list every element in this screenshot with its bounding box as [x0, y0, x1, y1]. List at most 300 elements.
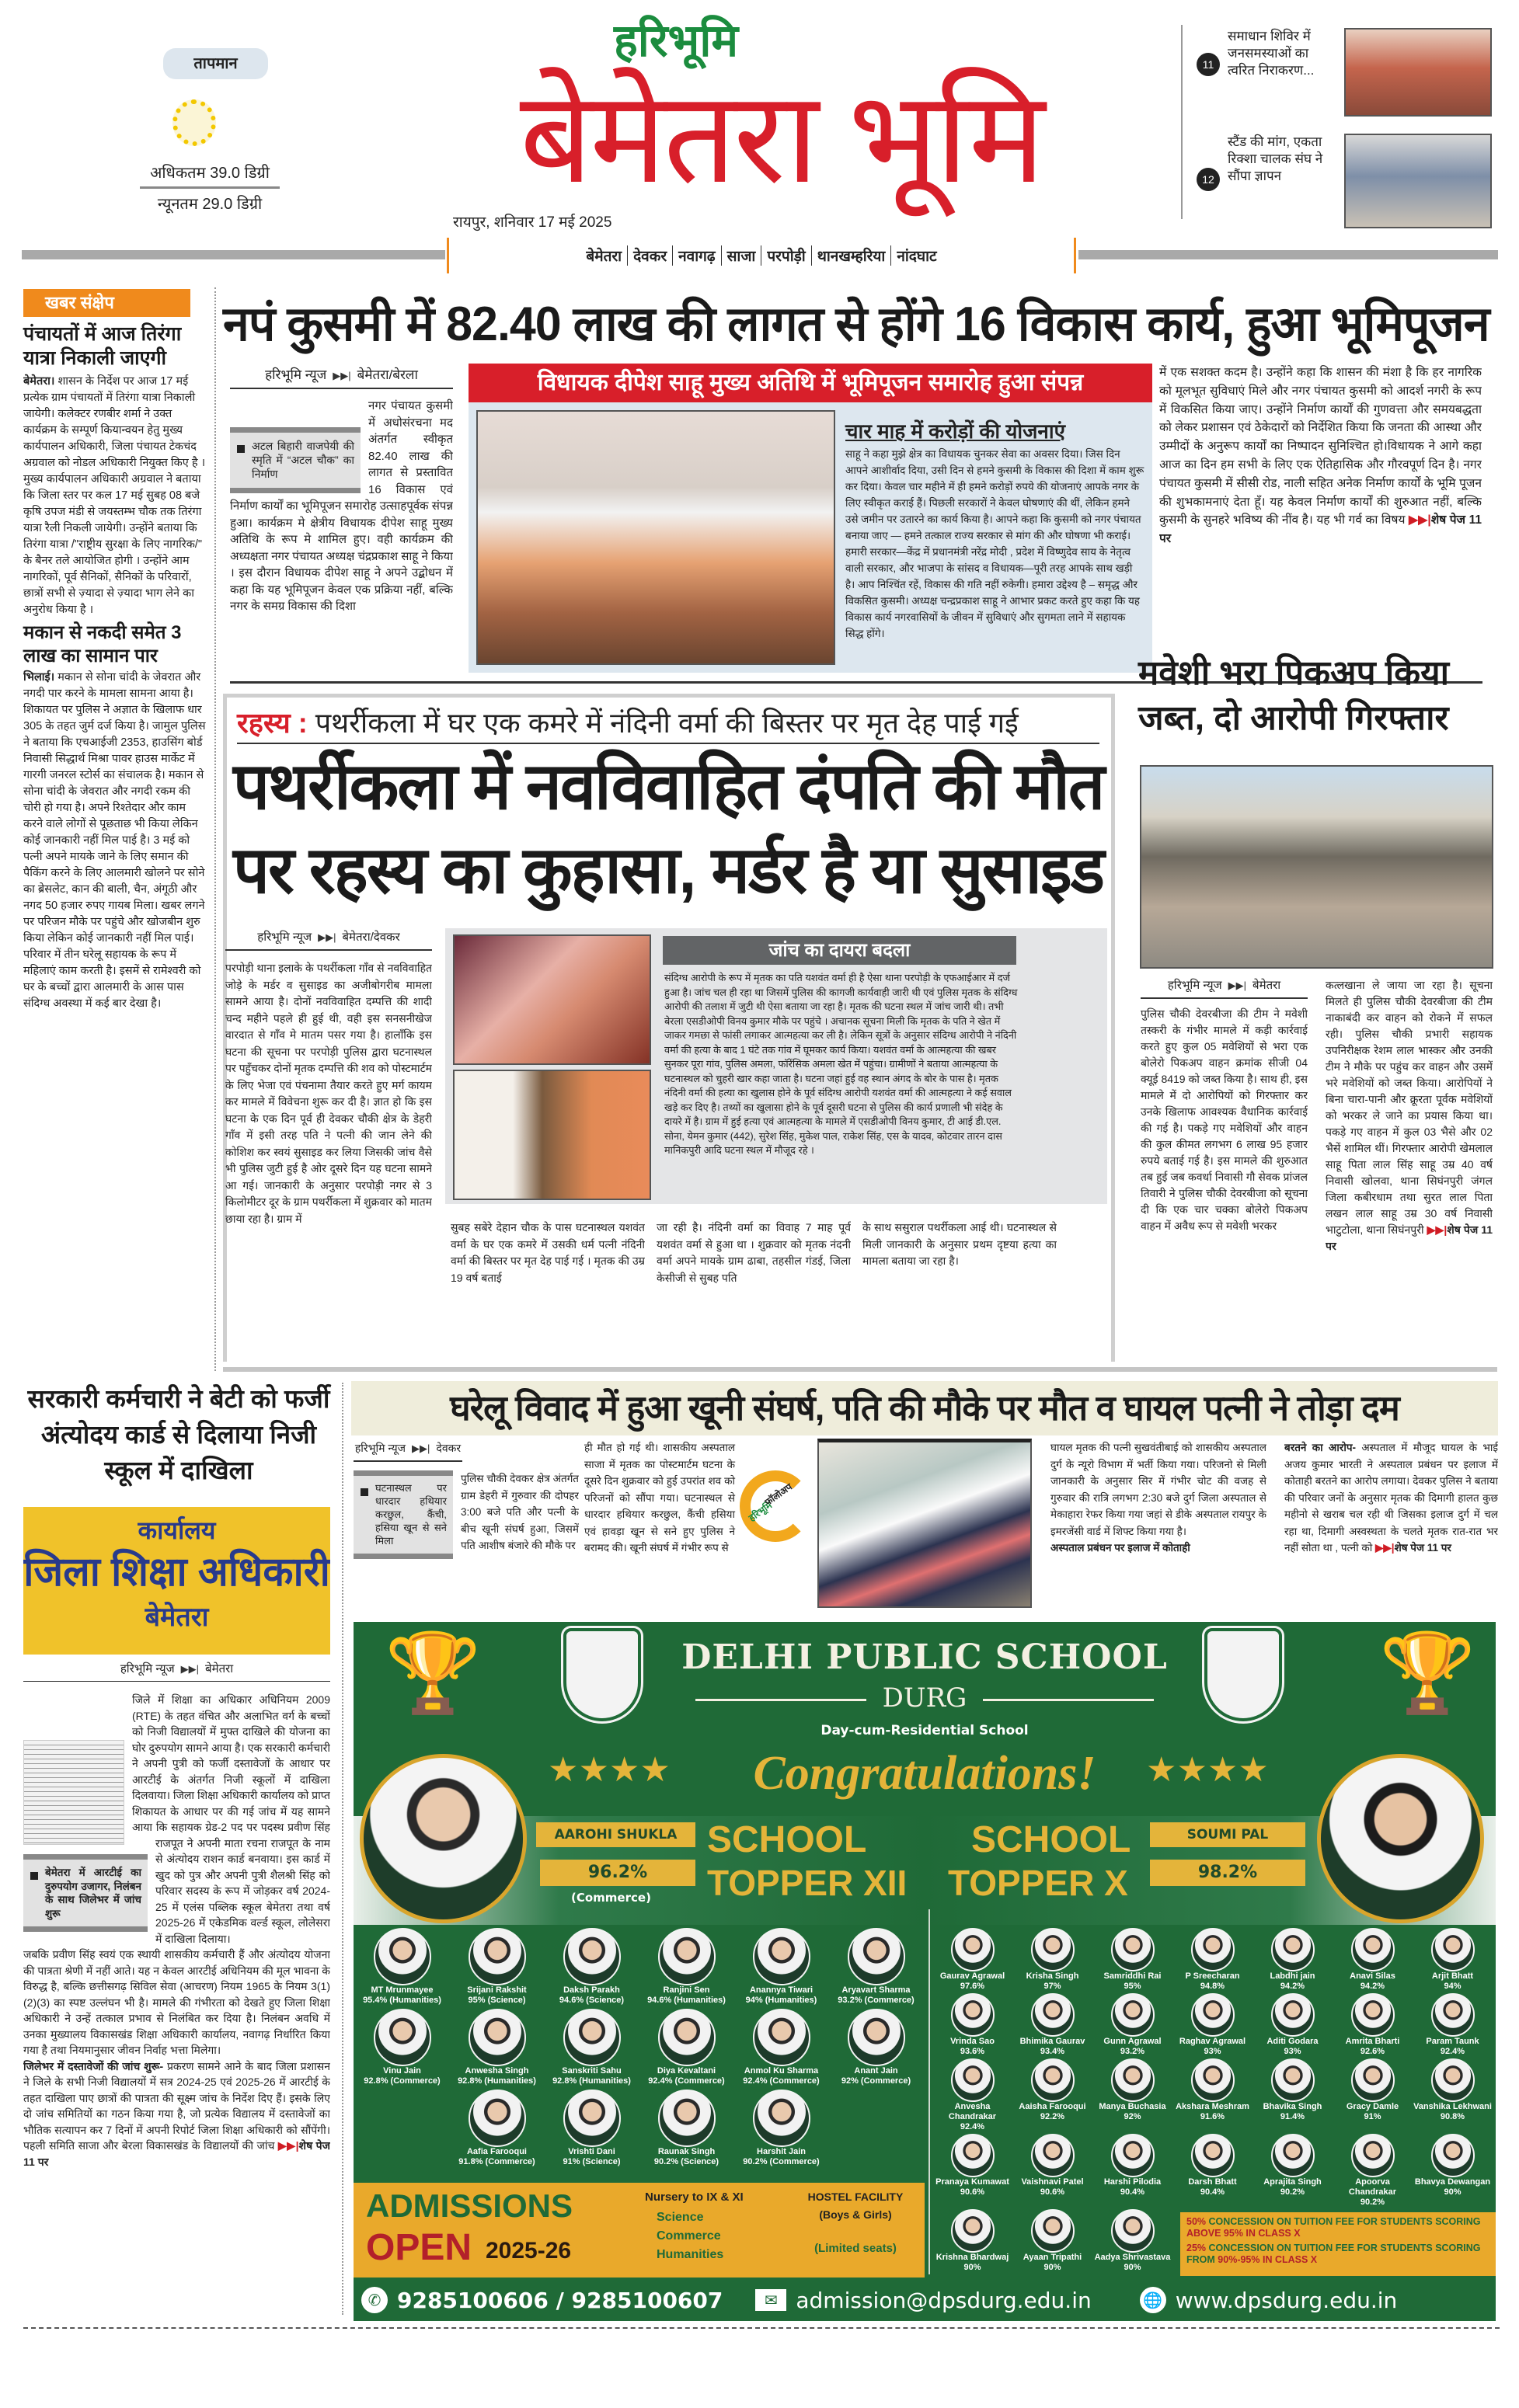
- column-divider: [342, 1383, 343, 2315]
- phone-number[interactable]: 9285100606 / 9285100607: [397, 2287, 723, 2313]
- student-card: [1012, 2209, 1092, 2273]
- student-name: Vinu Jain: [383, 2066, 421, 2076]
- concession-text: CONCESSION ON TUITION FEE FOR STUDENTS SCORING FROM: [1186, 2243, 1481, 2265]
- teaser[interactable]: [1197, 134, 1492, 225]
- student-card: [932, 2209, 1012, 2273]
- student-score: 91% (Science): [563, 2157, 621, 2166]
- student-photo: [1111, 2134, 1155, 2177]
- topper-title: TOPPER XII: [707, 1863, 908, 1903]
- classes-label: Nursery to IX & XI: [645, 2191, 744, 2204]
- student-card: [1413, 1993, 1493, 2057]
- student-card: [1333, 2134, 1413, 2208]
- student-name: Anavi Silas: [1350, 1971, 1395, 1981]
- student-photo: [1271, 1993, 1315, 2037]
- student-score: 90.2% (Science): [653, 2157, 719, 2166]
- student-photo: [1031, 2058, 1075, 2102]
- domestic-col: [1050, 1439, 1266, 1614]
- agency: हरिभूमि न्यूज: [1167, 979, 1222, 992]
- student-name: Darsh Bhatt: [1188, 2177, 1237, 2187]
- topper-photo: [360, 1754, 527, 1923]
- student-name: Bhavya Dewangan: [1414, 2177, 1491, 2187]
- topper-title: SCHOOL: [971, 1819, 1131, 1860]
- lead-byline: [230, 365, 453, 389]
- student-card: [1172, 2058, 1252, 2132]
- investigation-box: [445, 928, 1107, 1204]
- student-score: 94.8%: [1200, 1982, 1225, 1991]
- student-card: [1252, 1928, 1333, 1992]
- email-icon: ✉: [755, 2289, 786, 2311]
- student-photo: [848, 2009, 905, 2066]
- hospital-photo: [817, 1439, 1032, 1608]
- brief-tag: [23, 289, 190, 317]
- student-name: Labdhi jain: [1270, 1971, 1315, 1981]
- lead-body-left: [230, 398, 453, 676]
- teaser[interactable]: [1197, 28, 1492, 120]
- domestic-subhead: अस्पताल प्रबंधन पर इलाज में कोताही: [1050, 1542, 1190, 1554]
- student-score: 91.6%: [1200, 2112, 1225, 2121]
- student-name: Sanskriti Sahu: [562, 2066, 622, 2076]
- student-photo: [563, 1928, 621, 1985]
- student-card: [1172, 1928, 1252, 1992]
- section-nav: [447, 238, 1076, 273]
- student-card: [829, 1928, 924, 2006]
- concession-hi: 90%-95% IN CLASS X: [1218, 2254, 1318, 2265]
- student-photo: [1431, 2134, 1475, 2177]
- nav-item[interactable]: साजा: [722, 245, 762, 266]
- page-number-badge: 12: [1197, 168, 1220, 191]
- office-sign-photo: [23, 1507, 330, 1655]
- arrow-icon: ▶▶|: [180, 1663, 200, 1675]
- student-card: [1092, 2058, 1172, 2132]
- wedding-photo: [453, 1070, 651, 1200]
- jump-arrow-icon: ▶▶|: [1409, 513, 1431, 527]
- student-score: 95%: [1124, 1982, 1141, 1991]
- nav-item[interactable]: परपोड़ी: [761, 245, 811, 266]
- student-name: Anannya Tiwari: [749, 1985, 814, 1995]
- student-score: 92.4% (Commerce): [648, 2076, 725, 2086]
- admissions-open: OPEN: [366, 2227, 472, 2268]
- mystery-byline: [225, 929, 432, 951]
- fake-card-body: [23, 1692, 330, 2313]
- sun-icon: [172, 99, 216, 146]
- mystery-col: के साथ ससुराल पथर्रीकला आई थी। घटनास्थल से मिली जानकारी के अनुसार प्रथम दृष्टया हत्या का मामला बताया जा रहा है।: [862, 1221, 1057, 1267]
- contact-strip: [354, 2282, 1496, 2318]
- student-photo: [1191, 1928, 1235, 1971]
- student-card: [1333, 1993, 1413, 2057]
- student-score: 91.4%: [1280, 2112, 1305, 2121]
- stars-right: ★★★★: [1146, 1750, 1269, 1790]
- trophy-icon: 🏆: [385, 1627, 482, 1718]
- brief-body: [23, 374, 206, 618]
- teaser-photo: [1344, 134, 1492, 228]
- student-card: [932, 2134, 1012, 2208]
- student-score: 92.4% (Commerce): [743, 2076, 820, 2086]
- student-name: Aadya Shrivastava: [1094, 2253, 1171, 2262]
- student-card: [1092, 1993, 1172, 2057]
- student-card: [1012, 2134, 1092, 2208]
- nav-item[interactable]: नवागढ़: [673, 245, 721, 266]
- concession-box: [1180, 2212, 1496, 2276]
- student-card: [1413, 2058, 1493, 2132]
- student-name: MT Mrunmayee: [371, 1985, 434, 1995]
- student-card: [1252, 1993, 1333, 2057]
- topper-name-ribbon: AAROHI SHUKLA: [536, 1822, 695, 1847]
- student-score: 94%: [1444, 1982, 1462, 1991]
- congratulations-text: Congratulations!: [753, 1747, 1096, 1800]
- cattle-body-left: पुलिस चौकी देवरबीजा की टीम ने मवेशी तस्करी के गंभीर मामले में कड़ी कार्रवाई करते हुए कुल 05 मवेशियों से भरा एक बोलेरो पिकअप वाहन क्रमांक सीजी 04 क्यूई 8419 को जब्त किया है। साथ ही, इस मामले में दो आरोपियों को गिरफ्तार कर उनके खिलाफ आवश्यक वैधानिक कार्रवाई की गई है। पकड़े गए मवेशियों और वाहन की कुल कीमत लगभग 6 लाख 95 हजार रुपये बताई गई है। इस मामले की शुरुआत तब हुई जब कवर्धा निवासी गौ सेवक प्रांजल तिवारी ने पुलिस चौकी देवरबीजा को सूचना दी कि एक चार चक्का बोलेरो पिकअप वाहन में अवैध रूप से मवेशी भरकर: [1141, 1007, 1308, 1232]
- student-score: 91%: [1364, 2112, 1381, 2121]
- ad-divider: [928, 1909, 930, 2274]
- fake-card-text: जबकि प्रवीण सिंह स्वयं एक स्थायी शासकीय कर्मचारी हैं और अंत्योदय योजना की पात्रता श्रेणी में नहीं आते। यह न केवल आरटीई अधिनियम की मूल भावना के विरुद्ध है, बल्कि छत्तीसगढ़ सिविल सेवा (आचरण) नियम 1965 के नियम 3(1)(2)(3) का स्पष्ट उल्लंघन भी है। मामले की गंभीरता को देखते हुए जिला शिक्षा अधिकारी ने उन्हें तत्काल प्रभाव से निलंबित कर दिया है। निलंबन अवधि में उनका मुख्यालय विकासखंड शिक्षा अधिकारी कार्यालय, नवागढ़ निर्धारित किया गया है तथा नियमानुसार जीवन निर्वाह भत्ता मिलेगा।: [23, 1948, 330, 2056]
- student-name: Vrishti Dani: [568, 2147, 615, 2156]
- domestic-subhead: बरतने का आरोप-: [1284, 1442, 1356, 1453]
- student-name: Arjit Bhatt: [1431, 1971, 1474, 1981]
- student-score: 92.2%: [1040, 2112, 1065, 2121]
- lead-body-right: [1159, 364, 1482, 674]
- student-name: Raghav Agrawal: [1179, 2037, 1246, 2046]
- box-heading: जांच का दायरा बदला: [663, 936, 1016, 965]
- student-card: [829, 2009, 924, 2086]
- student-score: 97%: [1043, 1982, 1061, 1991]
- student-card: [932, 2058, 1012, 2132]
- student-name: Ranjini Sen: [663, 1985, 710, 1995]
- student-score: 92.4%: [1440, 2047, 1465, 2056]
- mystery-headline: पर रहस्य का कुहासा, मर्डर है या सुसाइड: [233, 833, 1103, 906]
- topper-title: SCHOOL: [707, 1819, 867, 1860]
- student-name: P Sreecharan: [1185, 1971, 1240, 1981]
- dateline: रायपुर, शनिवार 17 मई 2025: [453, 214, 612, 231]
- arrow-icon: ▶▶|: [318, 931, 336, 943]
- domestic-col: पुलिस चौकी देवकर क्षेत्र अंतर्गत ग्राम डेहरी में गुरुवार की दोपहर 3:00 बजे पति और पत्नी के बीच खूनी संघर्ष हुआ, जिसमें पति आशीष बंजारे की मौके पर: [461, 1473, 579, 1551]
- weather-label: तापमान: [163, 48, 268, 79]
- jump-link[interactable]: शेष पेज 11 पर: [1159, 513, 1482, 546]
- cattle-body-right: [1326, 977, 1493, 1369]
- section-rule-thick: [223, 1367, 1497, 1372]
- email-link[interactable]: admission@dpsdurg.edu.in: [796, 2287, 1092, 2313]
- student-photo: [1351, 1993, 1395, 2037]
- student-photo: [753, 2009, 810, 2066]
- domestic-text: अस्पताल में मौजूद घायल के भाई अजय कुमार भारती ने अस्पताल प्रबंधन पर इलाज में कोताही बरतने का आरोप लगाया। देवकर पुलिस ने बताया की परिवार जनों के अनुसार मृतक की दिमागी हालत कुछ महीनो से खराब चल रही थी जिसका इलाज दुर्ग में चल रहा था, दिमागी अस्वस्थता के चलते मृतक रात-रात भर नहीं सोता था , पत्नी को: [1284, 1442, 1498, 1554]
- student-photo: [658, 1928, 716, 1985]
- student-name: Vaishnavi Patel: [1021, 2177, 1084, 2187]
- student-score: 94.2%: [1280, 1982, 1305, 1991]
- weather-min: न्यूनतम 29.0 डिग्री: [157, 196, 263, 213]
- domestic-headline: घरेलू विवाद में हुआ खूनी संघर्ष, पति की मौके पर मौत व घायल पत्नी ने तोड़ा दम: [351, 1381, 1498, 1435]
- student-photo: [1191, 2058, 1235, 2102]
- student-card: [450, 1928, 545, 2006]
- student-card: [1092, 2134, 1172, 2208]
- student-score: 90.4%: [1200, 2187, 1225, 2197]
- brief-tag-label: खबर संक्षेप: [45, 293, 114, 312]
- page-number-badge: 11: [1197, 53, 1220, 76]
- student-photo: [374, 2009, 431, 2066]
- concession-pct: 25%: [1186, 2243, 1207, 2253]
- followup-logo-text: फॉलोअप: [762, 1481, 795, 1508]
- student-photo: [1111, 1928, 1155, 1971]
- student-name: Krishna Bhardwaj: [935, 2253, 1009, 2262]
- student-name: Akshara Meshram: [1176, 2102, 1249, 2111]
- student-card: [1012, 1928, 1092, 1992]
- website-link[interactable]: www.dpsdurg.edu.in: [1175, 2287, 1398, 2313]
- student-photo: [469, 2009, 526, 2066]
- student-score: 93.2% (Commerce): [838, 1996, 915, 2005]
- concession-line: [1186, 2243, 1489, 2266]
- brief-place: बेमेतरा।: [23, 375, 55, 388]
- student-photo: [1431, 1993, 1475, 2037]
- student-photo: [753, 1928, 810, 1985]
- student-photo: [563, 2009, 621, 2066]
- student-card: [1172, 1993, 1252, 2057]
- student-name: Samriddhi Rai: [1103, 1971, 1162, 1981]
- column-divider: [214, 287, 216, 1371]
- concession-text: CONCESSION ON TUITION FEE FOR STUDENTS SCORING: [1208, 2216, 1481, 2227]
- student-name: Param Taunk: [1426, 2037, 1479, 2046]
- student-card: [734, 2009, 829, 2086]
- student-name: Gaurav Agrawal: [939, 1971, 1005, 1981]
- student-name: Amrita Bharti: [1345, 2037, 1400, 2046]
- sidebar-heading: चार माह में करोड़ों की योजनाएं: [845, 419, 1065, 443]
- fake-card-headline: सरकारी कर्मचारी ने बेटी को फर्जी अंत्योदय कार्ड से दिलाया निजी स्कूल में दाखिला: [27, 1384, 330, 1484]
- student-name: Bhimika Gaurav: [1019, 2037, 1085, 2046]
- domestic-pullquote: घटनास्थल पर धारदार हथियार करछुल, कैंची, हसिया खून से सने मिला: [354, 1470, 453, 1559]
- jump-link[interactable]: शेष पेज 11 पर: [23, 2139, 330, 2168]
- domestic-text: घायल मृतक की पत्नी सुखवंतीबाई को शासकीय अस्पताल दुर्ग के न्यूरो विभाग में भर्ती किया गया। परिजनो से मिली जानकारी के अनुसार सिर में गंभीर चोट की वजह से गुरुवार की रात्रि लगभग 2:30 बजे दुर्ग जिला अस्पताल से मेकाहारा रेफर किया गया जहां से डीके अस्पताल रायपुर के इमरजेंसी वार्ड में शिफ्ट किया गया है।: [1050, 1442, 1266, 1537]
- stars-left: ★★★★: [548, 1750, 671, 1790]
- admissions-band: [354, 2183, 925, 2278]
- fake-card-byline: [23, 1661, 330, 1682]
- topper-title: TOPPER X: [948, 1863, 1128, 1903]
- class-xii-students: [354, 1928, 925, 2167]
- student-photo: [563, 2090, 621, 2147]
- student-photo: [1351, 2058, 1395, 2102]
- concession-pct: 50%: [1186, 2216, 1207, 2227]
- student-name: Apoorva Chandrakar: [1348, 2177, 1397, 2197]
- student-photo: [1031, 1928, 1075, 1971]
- student-score: 92%: [1124, 2112, 1141, 2121]
- student-score: 91.8% (Commerce): [458, 2157, 535, 2166]
- student-score: 95% (Science): [468, 1996, 526, 2005]
- student-card: [639, 2009, 734, 2086]
- student-score: 90.6%: [1040, 2187, 1065, 2197]
- student-score: 94.6% (Science): [559, 1996, 625, 2005]
- lead-banner: विधायक दीपेश साहू मुख्य अतिथि में भूमिपूजन समारोह हुआ संपन्न: [469, 364, 1152, 402]
- student-card: [932, 1928, 1012, 1992]
- lead-pullquote: अटल बिहारी वाजपेयी की स्मृति में “अटल चौक” का निर्माण: [230, 427, 361, 493]
- student-score: 94% (Humanities): [745, 1996, 817, 2005]
- student-photo: [374, 1928, 431, 1985]
- student-score: 90.6%: [960, 2187, 985, 2197]
- teaser-bracket: [1181, 25, 1183, 219]
- student-photo: [951, 1928, 995, 1971]
- lead-photo-panel: [469, 402, 1152, 673]
- student-name: Ayaan Tripathi: [1023, 2253, 1082, 2262]
- student-card: [1092, 2209, 1172, 2273]
- student-name: Diya Kevaltani: [657, 2066, 716, 2076]
- student-score: 94.6% (Humanities): [647, 1996, 726, 2005]
- student-photo: [1031, 1993, 1075, 2037]
- student-score: 92.8% (Commerce): [364, 2076, 441, 2086]
- jump-link[interactable]: शेष पेज 11 पर: [1394, 1542, 1451, 1554]
- student-photo: [1351, 1928, 1395, 1971]
- student-score: 92% (Commerce): [841, 2076, 911, 2086]
- domestic-col: [1284, 1439, 1498, 1614]
- student-name: Harshi Pilodia: [1103, 2177, 1162, 2187]
- school-type: Day-cum-Residential School: [820, 1723, 1029, 1738]
- student-card: [355, 2009, 450, 2086]
- stream-item: Science: [657, 2211, 704, 2224]
- agency: हरिभूमि न्यूज: [265, 367, 327, 382]
- student-name: Raunak Singh: [657, 2147, 716, 2156]
- school-city: [664, 1682, 1185, 1714]
- lead-text: नगर पंचायत कुसमी में अधोसंरचना मद अंतर्गत स्वीकृत 82.40 लाख की लागत से प्रस्तावित 16 विकास एवं निर्माण कार्यों का भूमिपूजन समारोह उत्साहपूर्वक संपन्न हुआ। कार्यक्रम मे क्षेत्रीय विधायक दीपेश साहू मुख्य अतिथि के रूप मे शामिल हुए। वही कार्यक्रम की अध्यक्षता नगर पंचायत अध्यक्ष चंद्रप्रकाश साहू ने किया । इस दौरान विधायक दीपेश साहू ने अपने उद्बोधन में कहा कि यह भूमिपूजन केवल एक प्रक्रिया नहीं, बल्कि नगर के समग्र विकास की दिशा: [230, 399, 453, 613]
- trophy-icon: 🏆: [1379, 1627, 1476, 1718]
- hostel-label: HOSTEL FACILITY: [807, 2191, 904, 2203]
- lead-headline: नपं कुसमी में 82.40 लाख की लागत से होंगे 16 विकास कार्य, हुआ भूमिपूजन: [223, 298, 1489, 351]
- masthead-title: बेमेतरा भूमि: [519, 66, 1043, 209]
- student-card: [1413, 1928, 1493, 1992]
- student-card: [355, 1928, 450, 2006]
- student-score: 93.2%: [1120, 2047, 1145, 2056]
- mystery-col: जा रही है। नंदिनी वर्मा का विवाह 7 माह पूर्व यशवंत वर्मा से हुआ था । शुक्रवार को मृतक नंदनी वर्मा अपने मायके ग्राम ढाबा, तहसील गंडई, जिला केसीजी से सुबह पति: [657, 1221, 851, 1284]
- kicker-text: पथर्रीकला में घर एक कमरे में नंदिनी वर्मा की बिस्तर पर मृत देह पाई गई: [315, 707, 1019, 739]
- student-score: 90%: [1444, 2187, 1462, 2197]
- kicker-label: रहस्य :: [237, 707, 308, 739]
- student-name: Vrinda Sao: [950, 2037, 995, 2046]
- domestic-col-wrap: [354, 1470, 579, 1614]
- student-score: 90%: [963, 2263, 981, 2272]
- domestic-col-wrap: [584, 1439, 811, 1614]
- cattle-text: कत्लखाना ले जाया जा रहा है। सूचना मिलते ही पुलिस चौकी देवरबीजा की टीम नाकाबंदी कर वाहन को रोकने में सफल रही। पुलिस चौकी प्रभारी सहायक उपनिरीक्षक रेशम लाल भास्कर और उनकी टीम ने मौके पर पहुंच कर वाहन और उसमें भरे मवेशियों को जब्त किया। आरोपियों ने बिना चारा-पानी और क्रूरता पूर्वक मवेशियों को भरकर ले जाने का प्रयास किया था। पकड़े गए वाहन में कुल 03 भैसे और 02 भैसें शामिल थीं। गिरफ्तार आरोपी खेमलाल साहू पिता लाल सिंह साहू उम्र 40 वर्ष निवासी खोलवा, थाना सिघंनपुरी जंगल जिला कबीरधाम तथा सुरत लाल पिता लखन लाल साहू उम्र 30 वर्ष निवासी भाटुटोला, थाना सिघंनपुरी: [1326, 979, 1493, 1236]
- arrow-icon: ▶▶|: [333, 370, 351, 381]
- student-score: 90.2%: [1280, 2187, 1305, 2197]
- student-photo: [848, 1928, 905, 1985]
- student-name: Gracy Damle: [1346, 2102, 1399, 2111]
- nav-rule-left: [22, 250, 445, 259]
- brief-text: शासन के निर्देश पर आज 17 मई प्रत्येक ग्राम पंचायतों में तिरंगा यात्रा निकाली जायेगी। कलेक्टर रणबीर शर्मा ने उक्त कार्यक्रम के सम्पूर्ण कियान्वयन हेतु मुख्य कार्यपालन अधिकारी, जिला पंचायत टेकचंद अग्रवाल को नोडल अधिकारी नियुक्त किए है । मुख्य कार्यपालन अधिकारी अग्रवाल ने बताया कि जिला स्तर पर कल 17 मई सुबह 08 बजे कृषि उपज मंडी से जयस्तम्भ चौक तक तिरंगा यात्रा रैली निकली जायेगी। उन्होंने बताया कि तिरंगा यात्रा /"राष्ट्रीय सुरक्षा के लिए नागरिक/" के बैनर तले आयोजित होगी । उन्होंने आम नागरिकों, पूर्व सैनिकों, सैनिकों के परिवारों, छात्रों सभी से ज़्यादा से ज़्यादा भाग लेने का अनुरोध किया है ।: [23, 375, 206, 616]
- student-name: Aprajita Singh: [1263, 2177, 1322, 2187]
- student-photo: [951, 2058, 995, 2102]
- jump-arrow-icon: ▶▶|: [1375, 1542, 1395, 1554]
- student-photo: [1111, 2058, 1155, 2102]
- student-card: [1252, 2134, 1333, 2208]
- nav-item[interactable]: देवकर: [628, 245, 673, 266]
- fake-card-subhead: जिलेभर में दस्तावेजों की जांच शुरू-: [23, 2059, 164, 2072]
- student-score: 90.2% (Commerce): [743, 2157, 820, 2166]
- student-name: Aafia Farooqui: [466, 2147, 527, 2156]
- crime-scene-photo: [453, 934, 651, 1065]
- cattle-headline: मवेशी भरा पिकअप किया जब्त, दो आरोपी गिरफ्तार: [1138, 654, 1449, 737]
- student-photo: [658, 2009, 716, 2066]
- stream-item: Humanities: [657, 2248, 724, 2261]
- hostel-sub: (Boys & Girls): [819, 2208, 892, 2221]
- fake-card-para: [23, 2058, 330, 2170]
- nav-item[interactable]: बेमेतरा: [580, 245, 628, 266]
- student-photo: [1271, 1928, 1315, 1971]
- topper-score-ribbon: 96.2%: [540, 1860, 695, 1886]
- nav-item[interactable]: थानखम्हरिया: [812, 245, 892, 266]
- jump-arrow-icon: ▶▶|: [277, 2139, 299, 2152]
- student-card: [1172, 2134, 1252, 2208]
- student-card: [1333, 2058, 1413, 2132]
- dashed-rule: [23, 2327, 1500, 2329]
- student-name: Anwesha Singh: [465, 2066, 529, 2076]
- arrow-icon: ▶▶|: [1228, 980, 1247, 991]
- student-score: 92.4%: [960, 2122, 985, 2131]
- student-score: 90%: [1043, 2263, 1061, 2272]
- student-score: 90.2%: [1360, 2197, 1385, 2207]
- student-name: Pranaya Kumawat: [935, 2177, 1009, 2187]
- teaser-text: स्टैंड की मांग, एकता रिक्शा चालक संघ ने सौंपा ज्ञापन: [1228, 134, 1323, 183]
- brand-logo: हरिभूमि: [614, 16, 739, 66]
- teaser-photo: [1344, 28, 1492, 117]
- student-score: 90.8%: [1440, 2112, 1465, 2121]
- mystery-col: सुबह सबेरे देहान चौक के पास घटनास्थल यशवंत वर्मा के घर एक कमरे में उसकी धर्म पत्नी नंदिनी वर्मा की बिस्तर पर मृत देह पाई गई । मृतक की उम्र 19 वर्ष बताई: [451, 1221, 645, 1284]
- student-photo: [1191, 1993, 1235, 2037]
- student-card: [450, 2090, 545, 2167]
- student-score: 93.4%: [1040, 2047, 1065, 2056]
- student-photo: [951, 2134, 995, 2177]
- place: देवकर: [436, 1442, 462, 1454]
- student-photo: [658, 2090, 716, 2147]
- brief-headline: मकान से नकदी समेत 3 लाख का सामान पार: [23, 622, 182, 666]
- mystery-body-left: परपोड़ी थाना इलाके के पथर्रीकला गाँव से नवविवाहित जोड़े के मर्डर व सुसाइड का अजीबोगरीब मामला सामने आया है। दोनों नवविवाहित दम्पत्ति की शादी चन्द महीने पहले ही हुई थी, वही इस सनसनीखेज वारदात से गाँव मे मातम पसर गया है। हालाँकि इस घटना की सूचना पर परपोड़ी पुलिस द्वारा घटनास्थल पर पहुँचकर दोनों मृतक दम्पत्ति की शव को पोस्टमार्टम के लिए भेजा एवं पंचनामा तैयार करते हुए मर्ग कायम कर मामले में विवेचना शुरू कर दी है। ज्ञात हो कि इस घटना के एक दिन पूर्व ही देवकर चौकी क्षेत्र के डेहरी गाँव में इसी तरह पति ने पत्नी की जान लेने की कोशिश कर स्वयं सुसाइड कर लिया जिसकी जांच वैसे भी पुलिस जुटी हुई है ओर दूसरे दिन यह घटना सामने आ गई। जानकारी के अनुसार परपोड़ी नगर से 3 किलोमीटर दूर के ग्राम पथर्रीकला में शुक्रवार को मातम छाया रहा है। ग्राम में: [225, 962, 432, 1225]
- student-name: Bhavika Singh: [1263, 2102, 1322, 2111]
- student-name: Gunn Agrawal: [1103, 2037, 1162, 2046]
- student-card: [1333, 1928, 1413, 1992]
- student-name: Daksh Parakh: [563, 1985, 620, 1995]
- student-name: Aaisha Farooqui: [1019, 2102, 1086, 2111]
- school-crest-icon: [1204, 1628, 1282, 1721]
- concession-hi: ABOVE 95% IN CLASS X: [1186, 2228, 1301, 2239]
- teaser-text: समाधान शिविर में जनसमस्याओं का त्वरित निराकरण...: [1228, 29, 1315, 78]
- dps-advertisement[interactable]: [354, 1622, 1496, 2321]
- student-card: [1092, 1928, 1172, 1992]
- divider: [140, 186, 280, 189]
- place: बेमेतरा: [1252, 979, 1281, 992]
- jump-link[interactable]: शेष पेज 11 पर: [1326, 1223, 1493, 1252]
- school-name: DELHI PUBLIC SCHOOL: [681, 1637, 1168, 1677]
- student-photo: [951, 2209, 995, 2253]
- agency: हरिभूमि न्यूज: [257, 931, 312, 944]
- admissions-session: 2025-26: [486, 2238, 572, 2264]
- student-name: Aryavart Sharma: [841, 1985, 911, 1995]
- student-photo: [469, 2090, 526, 2147]
- student-name: Anant Jain: [854, 2066, 898, 2076]
- student-photo: [753, 2090, 810, 2147]
- brief-body: [23, 670, 206, 1012]
- domestic-col: ही मौत हो गई थी। शासकीय अस्पताल साजा में मृतक का पोस्टमार्टम घटना के दूसरे दिन शुक्रवार को हुई उपरांत शव को परिजनों को सौंपा गया। घटनास्थल से धारदार हथियार करछुल, कैंची हसिया एवं हावड़ा खून से सने हुए पुलिस ने बरामद की। खूनी संघर्ष में गंभीर रूप से: [584, 1442, 735, 1554]
- nav-item[interactable]: नांदघाट: [897, 249, 937, 265]
- student-name: Vanshika Lekhwani: [1413, 2102, 1492, 2111]
- arrow-icon: ▶▶|: [412, 1442, 430, 1454]
- student-score: 90%: [1124, 2263, 1141, 2272]
- student-name: Anvesha Chandrakar: [948, 2102, 997, 2121]
- student-photo: [1111, 1993, 1155, 2037]
- sidebar-body: साहू ने कहा मुझे क्षेत्र का विधायक चुनकर सेवा का अवसर दिया। जिस दिन आपने आशीर्वाद दिया, उसी दिन से हमने कुसमी के विकास की दिशा में काम शुरू कर दिया। केवल चार महीने में ही हमने करोड़ों रुपये की योजनाएं आपके नगर के लिए स्वीकृत कराई हैं। पिछली सरकारों ने केवल घोषणाएं की थीं, लेकिन हमने उसे जमीन पर उतारने का कार्य किया है। आपने कहा कि कुसमी को नगर पंचायत बनाया जाए — हमने तत्काल राज्य सरकार से मांग की और घोषणा भी कराई। हमारी सरकार—केंद्र में प्रधानमंत्री नरेंद्र मोदी , प्रदेश में विष्णुदेव साय के नेतृत्व वाली सरकार, और भाजपा के सांसद व विधायक—पूरी तरह आपके साथ खड़ी है। आप निश्चिंत रहें, विकास की गति नहीं रुकेगी। हमारा उद्देश्य है – समृद्ध और विकसित कुसमी। अध्यक्ष चन्द्रप्रकाश साहू ने आभार प्रकट करते हुए कहा कि यह विकास कार्य नगरवासियों के जीवन में सुविधाएं और सुगमता लाने में सहायक सिद्ध होंगे।: [845, 448, 1144, 639]
- student-photo: [1031, 2134, 1075, 2177]
- domestic-byline: [354, 1441, 462, 1462]
- student-score: 93%: [1284, 2047, 1301, 2056]
- student-card: [734, 1928, 829, 2006]
- topper-stream: (Commerce): [571, 1891, 651, 1905]
- student-score: 95.4% (Humanities): [363, 1996, 441, 2005]
- sign-text: बेमेतरा: [145, 1602, 209, 1632]
- student-score: 93.6%: [960, 2047, 985, 2056]
- followup-logo: [740, 1470, 811, 1542]
- student-photo: [469, 1928, 526, 1985]
- student-card: [1012, 1993, 1092, 2057]
- phone-icon: ✆: [361, 2287, 388, 2313]
